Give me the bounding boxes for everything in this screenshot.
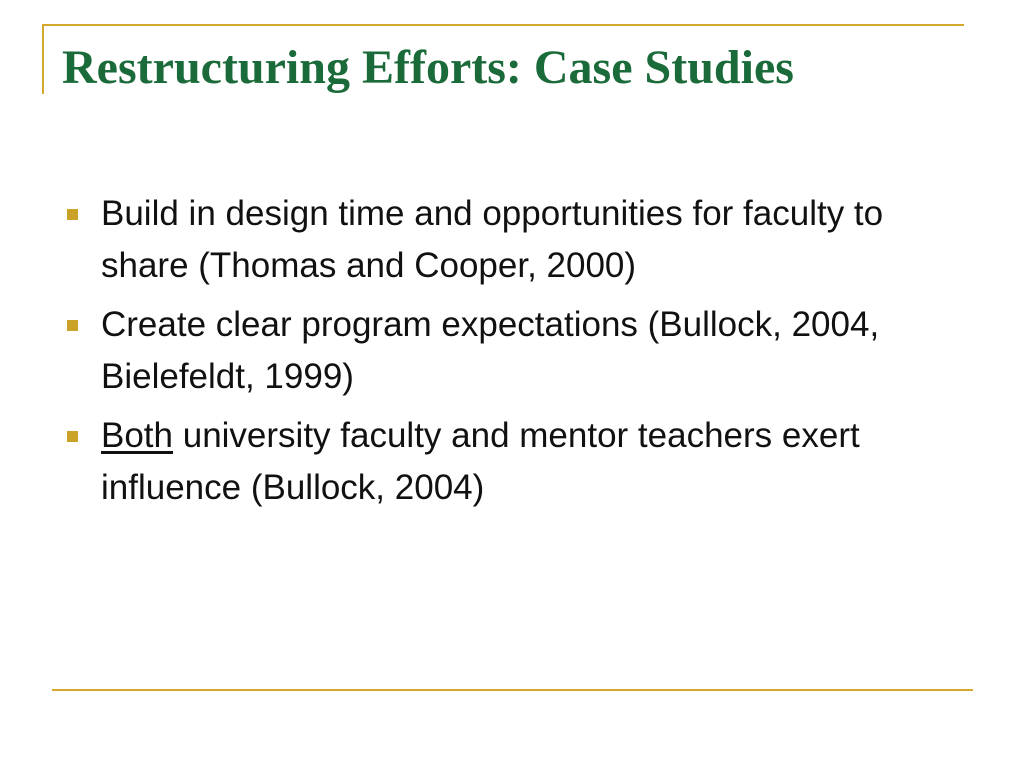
- underlined-emphasis: Both: [101, 416, 173, 455]
- bottom-accent-rule: [52, 689, 973, 691]
- bullet-list: [62, 188, 962, 521]
- top-accent-rule: [42, 24, 964, 26]
- bullet-text: university faculty and mentor teachers exert influence (Bullock, 2004): [101, 416, 860, 507]
- bullet-item: [62, 410, 962, 514]
- bullet-text: Build in design time and opportunities for faculty to share (Thomas and Cooper, 2000): [101, 194, 884, 285]
- slide-title: Restructuring Efforts: Case Studies: [62, 41, 794, 94]
- square-bullet-icon: [67, 431, 78, 442]
- bullet-text: Create clear program expectations (Bullock, 2004, Bielefeldt, 1999): [101, 305, 880, 396]
- square-bullet-icon: [67, 209, 78, 220]
- left-accent-rule: [42, 24, 44, 94]
- bullet-item: [62, 188, 962, 292]
- square-bullet-icon: [67, 320, 78, 331]
- bullet-item: [62, 299, 962, 403]
